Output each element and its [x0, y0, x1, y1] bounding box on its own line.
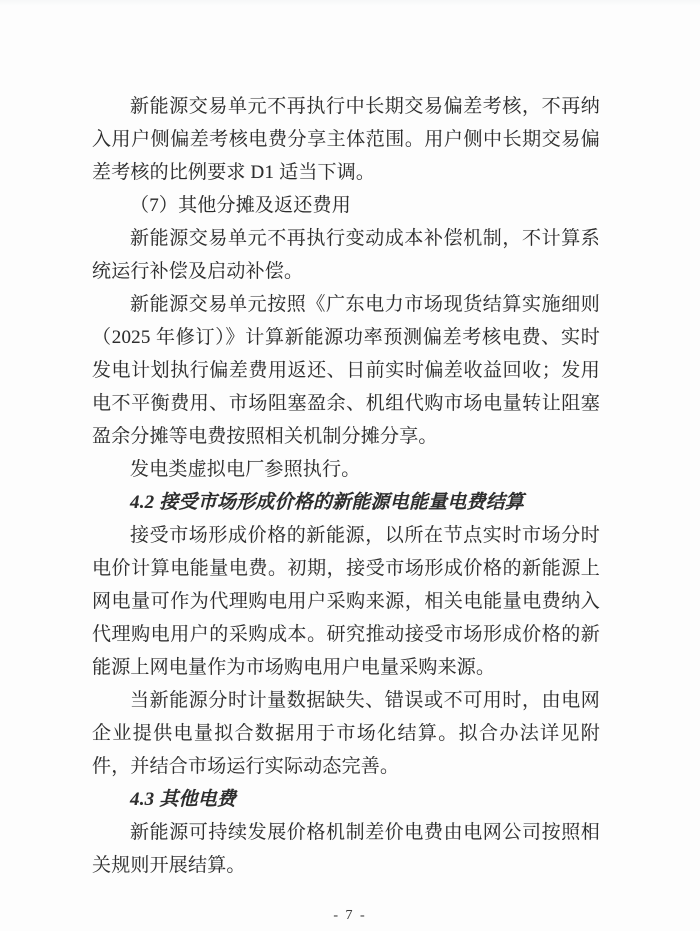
- document-body: [92, 90, 600, 882]
- paragraph-virtual-power-plant: 发电类虚拟电厂参照执行。: [130, 459, 361, 480]
- page-number: - 7 -: [333, 908, 367, 923]
- paragraph-metering-data-fallback: 当新能源分时计量数据缺失、错误或不可用时，由电网企业提供电量拟合数据用于市场化结算。拟合办法详见附件，并结合市场运行实际动态完善。: [92, 690, 600, 777]
- paragraph-item7-other-fees-title: （7）其他分摊及返还费用: [130, 195, 351, 216]
- paragraph-mid-long-term-deviation: 新能源交易单元不再执行中长期交易偏差考核，不再纳入用户侧偏差考核电费分享主体范围。用户侧中长期交易偏差考核的比例要求 D1 适当下调。: [92, 96, 600, 183]
- paragraph-variable-cost-compensation: 新能源交易单元不再执行变动成本补偿机制，不计算系统运行补偿及启动补偿。: [92, 228, 600, 282]
- section-heading-4-2: 4.2 接受市场形成价格的新能源电能量电费结算: [130, 492, 525, 513]
- paragraph-market-price-settlement: 接受市场形成价格的新能源，以所在节点实时市场分时电价计算电能量电费。初期，接受市场形成价格的新能源上网电量可作为代理购电用户采购来源，相关电能量电费纳入代理购电用户的采购成本。研究推动接受市场形成价格的新能源上网电量作为市场购电用户电量采购来源。: [92, 525, 600, 678]
- section-heading-4-3: 4.3 其他电费: [130, 789, 237, 810]
- paragraph-sustainable-price-mechanism: 新能源可持续发展价格机制差价电费由电网公司按照相关规则开展结算。: [92, 822, 600, 876]
- paragraph-settlement-rules-reference: 新能源交易单元按照《广东电力市场现货结算实施细则（2025 年修订）》计算新能源功率预测偏差考核电费、实时发电计划执行偏差费用返还、日前实时偏差收益回收；发用电不平衡费用、市场阻塞盈余、机组代购市场电量转让阻塞盈余分摊等电费按照相关机制分摊分享。: [92, 294, 600, 447]
